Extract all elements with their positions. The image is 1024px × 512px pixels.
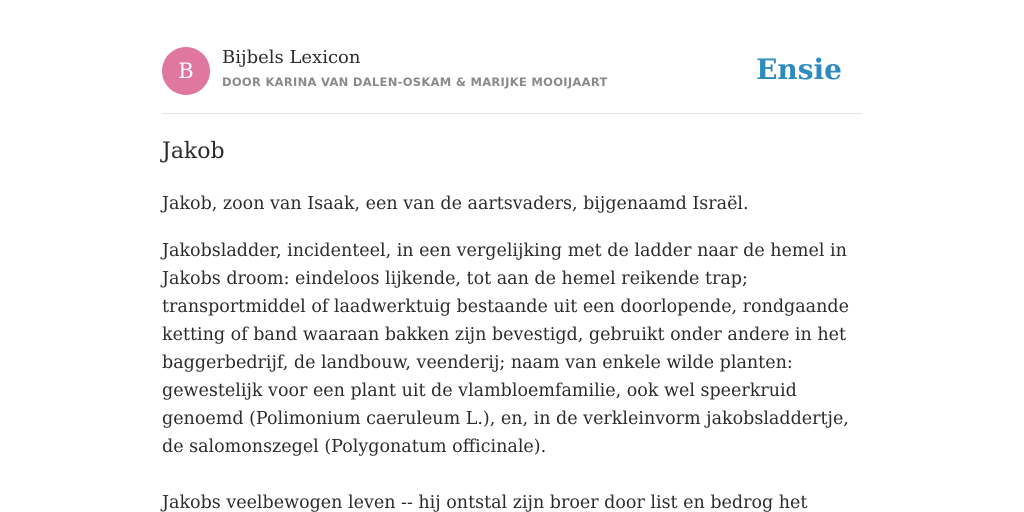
entry-paragraph: Jakob, zoon van Isaak, een van de aartsvaders, bijgenaamd Israël.	[162, 194, 749, 214]
entry-title: Jakob	[162, 139, 225, 164]
header-divider	[162, 113, 862, 114]
entry-content	[162, 190, 867, 512]
entry-paragraph: Jakobsladder, incidenteel, in een vergelijking met de ladder naar de hemel in Jakobs droom: eindeloos lijkende, tot aan de hemel reikende trap; transportmiddel of laadwerktuig bestaande uit een doorlopende, rondgaande ketting of band waaraan bakken zijn bevestigd, gebruikt onder andere in het baggerbedrijf, de landbouw, veenderij; naam van enkele wilde planten: gewestelijk voor een plant uit de vlambloemfamilie, ook wel speerkruid genoemd (Polimonium caeruleum L.), en, in de verkleinvorm jakobsladdertje, de salomonszegel (Polygonatum officinale).	[162, 241, 849, 457]
source-avatar[interactable]: B	[162, 47, 210, 95]
source-authors: DOOR KARINA VAN DALEN-OSKAM & MARIJKE MOOIJAART	[222, 75, 608, 89]
entry-paragraph: Jakobs veelbewogen leven -- hij ontstal zijn broer door list en bedrog het	[162, 493, 808, 512]
ensie-logo[interactable]: Ensie	[756, 53, 842, 86]
source-title[interactable]: Bijbels Lexicon	[222, 47, 361, 68]
source-header	[162, 46, 862, 96]
